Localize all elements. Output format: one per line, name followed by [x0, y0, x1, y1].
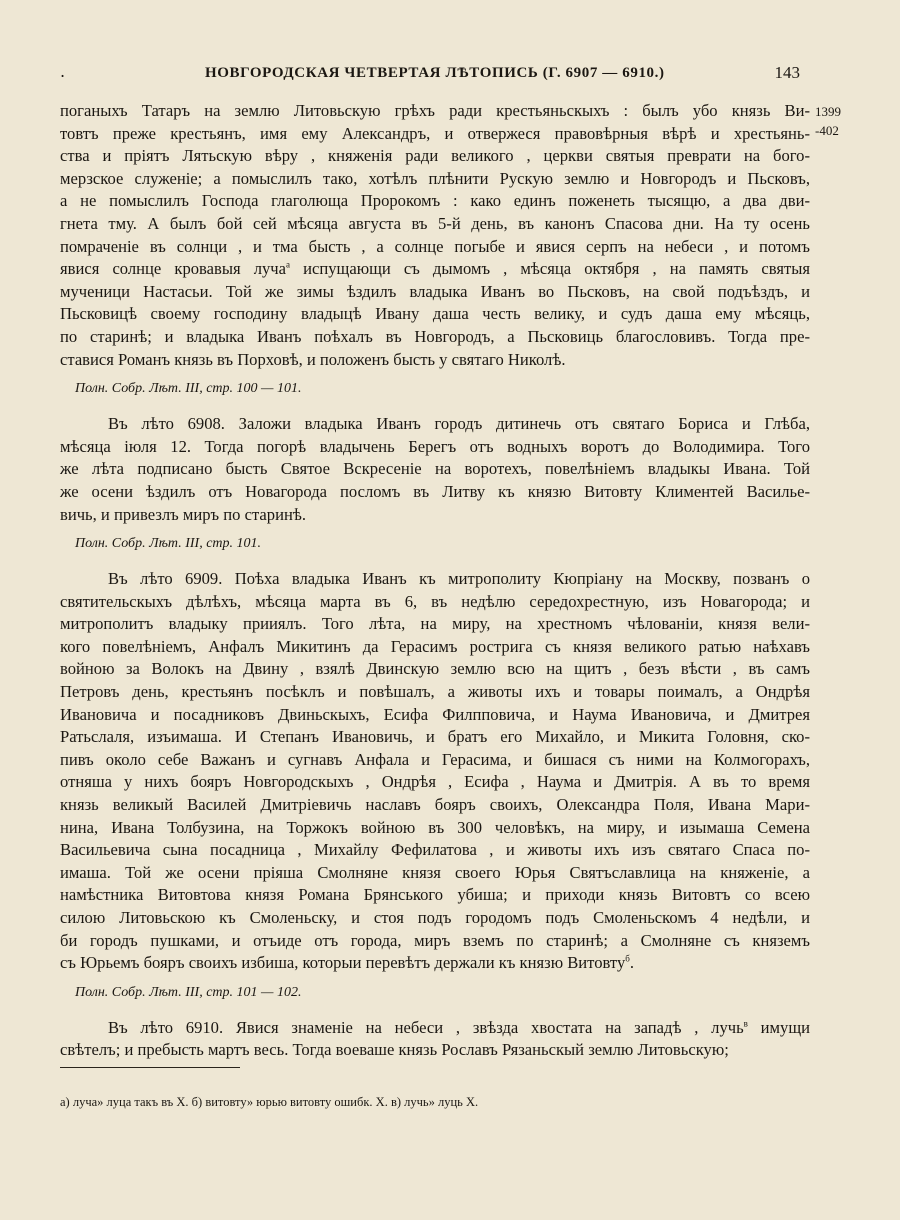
paragraph: [60, 100, 810, 413]
text-line: Въ лѣто 6910. Явися знаменiе на небеси , звѣзда хвостата на западѣ , лучь$^в$ имущи: [108, 1017, 810, 1037]
text-line: Ратьслаля, изъимаша. И Степанъ Ивановичь, и братъ его Михайло, и Микита Головня, ско-: [60, 727, 810, 747]
text-line: гнета тму. А былъ бой сей мѣсяца августа въ 5-й день, въ канонъ Спасова дни. На ту осень: [60, 213, 810, 233]
text-line: же лѣта подписано бысть Святое Вскресенiе на воротехъ, повелѣнiемъ владыкы Ивана. Той: [60, 459, 810, 479]
text-line: мѣсяца iюля 12. Тогда погорѣ владычень Берегъ отъ водныхъ воротъ до Володимира. Того: [60, 436, 810, 456]
text-line: митрополитъ владыку прииялъ. Того лѣта, на миру, на хрестномъ чѣлованiи, князя вели-: [60, 614, 810, 634]
text-line: войною за Волокъ на Двину , взялѣ Двинскую землю всю на щитъ , безъ вѣсти , въ самъ: [60, 659, 810, 679]
text-line: пивъ около себе Важанъ и сугнавъ Анфала и Герасима, и бишася съ ними на Колмогорахъ,: [60, 749, 810, 769]
page-body: [60, 100, 810, 1068]
text-line: кого повелѣнiемъ, Анфалъ Микитинъ да Герасимъ рострига съ князя великого ратью наѣхавъ: [60, 636, 810, 656]
text-line: имаша. Той же осени прiяша Смолняне князя своего Юрья Святъславлица на княженiе, а: [60, 862, 810, 882]
footnotes: а) луча» луца такъ въ X. б) витовту» юрью витовту ошибк. X. в) лучь» луць X.: [60, 1095, 479, 1109]
text-line: свѣтелъ; и пребысть мартъ весь. Тогда воеваше князь Рославъ Рязаньскый землю Литовьскую;: [60, 1040, 729, 1060]
footnote-marker: а: [286, 259, 291, 270]
paragraph: [60, 1017, 810, 1068]
text-line: Ивановича и посадниковъ Двиньскыхъ, Есифа Филпповича, и Наума Ивановича, и Дмитрея: [60, 704, 810, 724]
running-title: НОВГОРОДСКАЯ ЧЕТВЕРТАЯ ЛѢТОПИСЬ (Г. 6907 — 6910.): [205, 65, 665, 81]
margin-year-bottom: -402: [815, 123, 839, 138]
text-line: товтъ преже крестьянъ, имя ему Александръ, и отвержеся правовѣрныя вѣрѣ и хрестьянь-: [60, 123, 810, 143]
footnote-marker: б: [625, 953, 630, 964]
text-line: силою Литовьскою къ Смоленьску, и стоя подъ городомъ подъ Смоленьскомъ 4 недѣли, и: [60, 908, 810, 927]
source-citation: Полн. Собр. Лѣт. III, стр. 101.: [75, 536, 262, 552]
header-dot: .: [60, 62, 66, 81]
text-line: Петровъ день, крестьянъ посѣклъ и повѣшалъ, а животы ихъ и товары поималъ, а Ондрѣя: [60, 682, 810, 702]
source-citation: Полн. Собр. Лѣт. III, стр. 101 — 102.: [75, 984, 302, 1000]
text-line: нина, Ивана Толбузина, на Торжокъ войною въ 300 человѣкъ, на миру, и изымаша Семена: [60, 817, 810, 837]
text-line: мерзское служенiе; а помыслилъ тако, хотѣлъ плѣнити Рускую землю и Новгородъ и Пьсковъ,: [60, 168, 810, 188]
text-line: а не помыслилъ Господа глаголюща Пророкомъ : како единъ поженеть тысящю, а два дви-: [60, 191, 810, 211]
text-line: ства и прiятъ Лятьскую вѣру , княженiя ради великого , церкви святыя преврати на бого-: [60, 146, 810, 166]
text-line: святительскыхъ дѣлѣхъ, мѣсяца марта въ 6, въ недѣлю середохрестную, изъ Новагорода; и: [60, 591, 810, 611]
text-line: Пьсковицѣ своему господину владыцѣ Ивану даша честь велику, и судъ даша ему мѣсяць,: [60, 304, 810, 324]
paragraph: [60, 413, 810, 568]
text-line: явися солнце кровавыя луча$^а$ испущающи съ дымомъ , мѣсяца октября , на память святыя: [60, 259, 810, 279]
text-line: по старинѣ; и владыка Иванъ поѣхалъ въ Новгородъ, а Пьсковиць благословивъ. Тогда пре-: [60, 326, 810, 346]
text-line: князь великый Василей Дмитрiевичь наславъ бояръ своихъ, Олександра Поля, Ивана Мари-: [60, 795, 810, 815]
text-line: помраченiе въ солнци , и тма бысть , а солнце погыбе и явися серпъ на небеси , и потомъ: [60, 236, 810, 256]
paragraph: [60, 568, 810, 1017]
text-line: би городъ пушками, и отъиде отъ города, миръ вземъ по старинѣ; а Смолняне съ княземъ: [60, 930, 810, 950]
source-citation: Полн. Собр. Лѣт. III, стр. 100 — 101.: [75, 381, 302, 397]
margin-year-top: 1399: [815, 104, 841, 119]
text-line: вичь, и привезлъ миръ по старинѣ.: [60, 504, 307, 524]
footnote-marker: в: [743, 1018, 748, 1029]
footnote-rule: [60, 1067, 240, 1068]
text-line: отняша у нихъ бояръ Новгородскыхъ , Ондрѣя , Есифа , Наума и Дмитрiя. А въ то время: [60, 772, 810, 792]
text-line: Васильевича сына посадница , Михайлу Фефилатова , и животы ихъ изъ святаго Спаса по-: [60, 840, 810, 860]
text-line: мученици Настасьи. Той же зимы ѣздилъ владыка Иванъ во Пьсковъ, на свой подъѣздъ, и: [60, 281, 810, 301]
page-number: 143: [774, 63, 800, 82]
page-header: [60, 62, 800, 90]
text-line: поганыхъ Татаръ на землю Литовьскую грѣхъ ради крестьяньскыхъ : былъ убо князь Ви-: [60, 101, 810, 120]
text-line: намѣстника Витовтова князя Романа Брянського убиша; и приходи князь Витовтъ со всею: [60, 885, 810, 905]
text-line: Въ лѣто 6908. Заложи владыка Иванъ городъ дитинечь отъ святаго Бориса и Глѣба,: [108, 414, 810, 434]
text-line: ставися Романъ князь въ Порховѣ, и положенъ бысть у святаго Николѣ.: [60, 349, 566, 369]
text-line: же осени ѣздилъ отъ Новагорода посломъ въ Литву къ князю Витовту Климентей Василье-: [60, 481, 810, 501]
text-line: съ Юрьемъ бояръ своихъ избиша, которыи перевѣтъ держали къ князю Витовту$^б$.: [60, 953, 635, 973]
text-line: Въ лѣто 6909. Поѣха владыка Иванъ къ митрополиту Кюпрiану на Москву, позванъ о: [108, 569, 810, 589]
